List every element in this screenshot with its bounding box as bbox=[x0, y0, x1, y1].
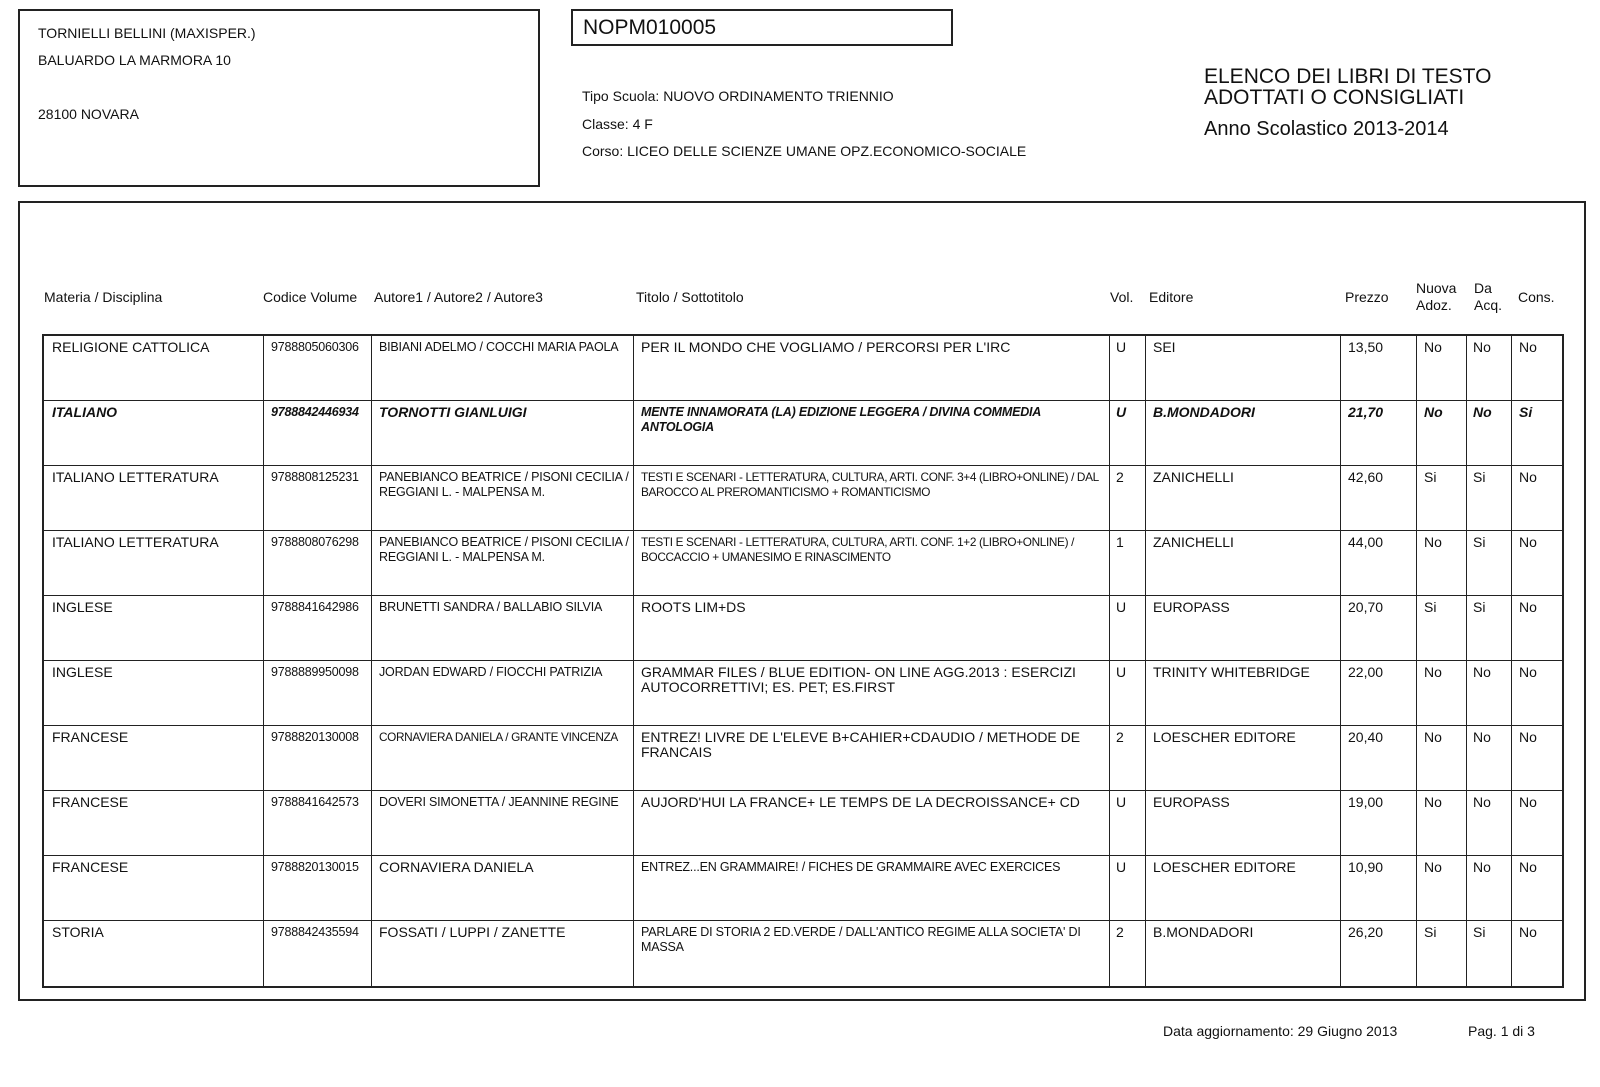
cell-da: No bbox=[1473, 405, 1492, 420]
cell-autori: DOVERI SIMONETTA / JEANNINE REGINE bbox=[379, 795, 619, 809]
cell-editore: B.MONDADORI bbox=[1153, 405, 1255, 420]
cell-autori: JORDAN EDWARD / FIOCCHI PATRIZIA bbox=[379, 665, 603, 679]
cell-materia: FRANCESE bbox=[52, 795, 129, 810]
cell-nuova: Si bbox=[1424, 470, 1437, 485]
cell-materia: RELIGIONE CATTOLICA bbox=[52, 340, 210, 355]
cell-editore: ZANICHELLI bbox=[1153, 535, 1234, 550]
cell-codice: 9788808076298 bbox=[271, 535, 359, 549]
cell-da: Si bbox=[1473, 600, 1486, 615]
cell-vol: U bbox=[1116, 795, 1127, 810]
cell-codice: 9788805060306 bbox=[271, 340, 359, 354]
cell-nuova: No bbox=[1424, 405, 1443, 420]
cell-prezzo: 21,70 bbox=[1348, 405, 1384, 420]
cell-titolo: ROOTS LIM+DS bbox=[641, 600, 746, 615]
cell-prezzo: 10,90 bbox=[1348, 860, 1384, 875]
header-editore: Editore bbox=[1149, 289, 1194, 305]
column-divider bbox=[371, 336, 372, 986]
cell-cons: No bbox=[1519, 730, 1537, 745]
header-autori: Autore1 / Autore2 / Autore3 bbox=[374, 289, 543, 305]
cell-codice: 9788820130008 bbox=[271, 730, 359, 744]
cell-materia: ITALIANO LETTERATURA bbox=[52, 535, 219, 550]
cell-da: Si bbox=[1473, 535, 1486, 550]
cell-autori: TORNOTTI GIANLUIGI bbox=[379, 405, 527, 420]
cell-autori: CORNAVIERA DANIELA bbox=[379, 860, 534, 875]
column-divider bbox=[263, 336, 264, 986]
cell-vol: 1 bbox=[1116, 535, 1124, 550]
column-divider bbox=[1466, 336, 1467, 986]
cell-da: No bbox=[1473, 665, 1491, 680]
header-da-line1: Da bbox=[1474, 280, 1492, 296]
cell-vol: 2 bbox=[1116, 925, 1124, 940]
school-name: TORNIELLI BELLINI (MAXISPER.) bbox=[38, 25, 256, 41]
header-nuova-adoz bbox=[1416, 280, 1456, 314]
cell-titolo: TESTI E SCENARI - LETTERATURA, CULTURA, ARTI. CONF. 1+2 (LIBRO+ONLINE) / BOCCACCIO + UMANESIMO E RINASCIMENTO bbox=[641, 535, 1075, 564]
cell-codice: 9788842446934 bbox=[271, 405, 359, 419]
cell-prezzo: 13,50 bbox=[1348, 340, 1384, 355]
row-divider bbox=[44, 660, 1562, 661]
cell-vol: 2 bbox=[1116, 730, 1124, 745]
cell-editore: B.MONDADORI bbox=[1153, 925, 1254, 940]
school-city: 28100 NOVARA bbox=[38, 106, 139, 122]
column-divider bbox=[1511, 336, 1512, 986]
cell-nuova: No bbox=[1424, 340, 1442, 355]
row-divider bbox=[44, 400, 1562, 401]
cell-materia: INGLESE bbox=[52, 600, 113, 615]
cell-materia: FRANCESE bbox=[52, 730, 129, 745]
cell-da: No bbox=[1473, 730, 1491, 745]
cell-da: Si bbox=[1473, 925, 1486, 940]
cell-vol: U bbox=[1116, 405, 1127, 420]
document-title bbox=[1204, 66, 1491, 108]
column-divider bbox=[1340, 336, 1341, 986]
header-codice: Codice Volume bbox=[263, 289, 358, 305]
cell-prezzo: 42,60 bbox=[1348, 470, 1384, 485]
cell-vol: U bbox=[1116, 600, 1127, 615]
row-divider bbox=[44, 595, 1562, 596]
cell-autori: PANEBIANCO BEATRICE / PISONI CECILIA / REGGIANI L. - MALPENSA M. bbox=[379, 535, 629, 564]
cell-autori: BIBIANI ADELMO / COCCHI MARIA PAOLA bbox=[379, 340, 619, 354]
cell-autori: CORNAVIERA DANIELA / GRANTE VINCENZA bbox=[379, 730, 618, 744]
title-line-2: ADOTTATI O CONSIGLIATI bbox=[1204, 86, 1465, 109]
cell-titolo: ENTREZ...EN GRAMMAIRE! / FICHES DE GRAMMAIRE AVEC EXERCICES bbox=[641, 860, 1061, 874]
column-divider bbox=[633, 336, 634, 986]
header-nuova-line2: Adoz. bbox=[1416, 297, 1452, 313]
cell-vol: 2 bbox=[1116, 470, 1124, 485]
row-divider bbox=[44, 530, 1562, 531]
cell-editore: SEI bbox=[1153, 340, 1176, 355]
row-divider bbox=[44, 725, 1562, 726]
cell-nuova: No bbox=[1424, 730, 1442, 745]
column-divider bbox=[1109, 336, 1110, 986]
cell-vol: U bbox=[1116, 665, 1127, 680]
cell-titolo: TESTI E SCENARI - LETTERATURA, CULTURA, ARTI. CONF. 3+4 (LIBRO+ONLINE) / DAL BAROCCO AL PREROMANTICISMO + ROMANTICISMO bbox=[641, 470, 1099, 499]
cell-codice: 9788841642986 bbox=[271, 600, 359, 614]
cell-titolo: ENTREZ! LIVRE DE L'ELEVE B+CAHIER+CDAUDIO / METHODE DE FRANCAIS bbox=[641, 730, 1081, 760]
cell-titolo: GRAMMAR FILES / BLUE EDITION- ON LINE AGG.2013 : ESERCIZI AUTOCORRETTIVI; ES. PET; ES.FIRST bbox=[641, 665, 1076, 695]
page-number: Pag. 1 di 3 bbox=[1468, 1023, 1535, 1039]
cell-prezzo: 19,00 bbox=[1348, 795, 1384, 810]
row-divider bbox=[44, 855, 1562, 856]
cell-da: Si bbox=[1473, 470, 1486, 485]
cell-da: No bbox=[1473, 860, 1491, 875]
cell-autori: BRUNETTI SANDRA / BALLABIO SILVIA bbox=[379, 600, 603, 614]
cell-cons: No bbox=[1519, 470, 1537, 485]
cell-titolo: MENTE INNAMORATA (LA) EDIZIONE LEGGERA / DIVINA COMMEDIA ANTOLOGIA bbox=[641, 405, 1041, 434]
header-nuova-line1: Nuova bbox=[1416, 280, 1457, 296]
cell-prezzo: 26,20 bbox=[1348, 925, 1384, 940]
cell-titolo: PARLARE DI STORIA 2 ED.VERDE / DALL'ANTICO REGIME ALLA SOCIETA' DI MASSA bbox=[641, 925, 1081, 954]
school-address: BALUARDO LA MARMORA 10 bbox=[38, 52, 231, 68]
cell-cons: No bbox=[1519, 795, 1537, 810]
cell-nuova: No bbox=[1424, 860, 1442, 875]
cell-codice: 9788841642573 bbox=[271, 795, 359, 809]
cell-cons: No bbox=[1519, 535, 1537, 550]
row-divider bbox=[44, 790, 1562, 791]
cell-editore: LOESCHER EDITORE bbox=[1153, 730, 1296, 745]
header-da-line2: Acq. bbox=[1474, 297, 1503, 313]
row-divider bbox=[44, 465, 1562, 466]
cell-nuova: No bbox=[1424, 795, 1442, 810]
cell-nuova: No bbox=[1424, 665, 1442, 680]
cell-prezzo: 20,40 bbox=[1348, 730, 1384, 745]
cell-materia: ITALIANO LETTERATURA bbox=[52, 470, 219, 485]
cell-cons: No bbox=[1519, 600, 1537, 615]
cell-prezzo: 44,00 bbox=[1348, 535, 1384, 550]
cell-vol: U bbox=[1116, 860, 1127, 875]
cell-vol: U bbox=[1116, 340, 1127, 355]
tipo-scuola: Tipo Scuola: NUOVO ORDINAMENTO TRIENNIO bbox=[582, 88, 894, 104]
cell-cons: Si bbox=[1519, 405, 1533, 420]
cell-titolo: AUJORD'HUI LA FRANCE+ LE TEMPS DE LA DECROISSANCE+ CD bbox=[641, 795, 1080, 810]
cell-cons: No bbox=[1519, 925, 1537, 940]
cell-editore: EUROPASS bbox=[1153, 795, 1230, 810]
cell-materia: ITALIANO bbox=[52, 405, 118, 420]
header-cons: Cons. bbox=[1518, 289, 1555, 305]
cell-editore: ZANICHELLI bbox=[1153, 470, 1234, 485]
cell-materia: INGLESE bbox=[52, 665, 113, 680]
header-materia: Materia / Disciplina bbox=[44, 289, 163, 305]
cell-editore: TRINITY WHITEBRIDGE bbox=[1153, 665, 1310, 680]
classe: Classe: 4 F bbox=[582, 116, 653, 132]
row-divider bbox=[44, 920, 1562, 921]
school-address-box bbox=[18, 9, 540, 187]
cell-cons: No bbox=[1519, 860, 1537, 875]
cell-titolo: PER IL MONDO CHE VOGLIAMO / PERCORSI PER L'IRC bbox=[641, 340, 1011, 355]
cell-materia: STORIA bbox=[52, 925, 104, 940]
cell-codice: 9788820130015 bbox=[271, 860, 359, 874]
cell-da: No bbox=[1473, 340, 1491, 355]
update-date: Data aggiornamento: 29 Giugno 2013 bbox=[1163, 1023, 1398, 1039]
cell-da: No bbox=[1473, 795, 1491, 810]
cell-cons: No bbox=[1519, 665, 1537, 680]
corso: Corso: LICEO DELLE SCIENZE UMANE OPZ.ECONOMICO-SOCIALE bbox=[582, 143, 1027, 159]
column-divider bbox=[1145, 336, 1146, 986]
cell-autori: PANEBIANCO BEATRICE / PISONI CECILIA / REGGIANI L. - MALPENSA M. bbox=[379, 470, 629, 499]
header-vol: Vol. bbox=[1110, 289, 1134, 305]
cell-codice: 9788808125231 bbox=[271, 470, 359, 484]
header-titolo: Titolo / Sottotitolo bbox=[636, 289, 744, 305]
cell-autori: FOSSATI / LUPPI / ZANETTE bbox=[379, 925, 566, 940]
cell-prezzo: 20,70 bbox=[1348, 600, 1384, 615]
cell-cons: No bbox=[1519, 340, 1537, 355]
cell-prezzo: 22,00 bbox=[1348, 665, 1384, 680]
cell-nuova: No bbox=[1424, 535, 1442, 550]
header-prezzo: Prezzo bbox=[1345, 289, 1389, 305]
cell-nuova: Si bbox=[1424, 925, 1437, 940]
school-year: Anno Scolastico 2013-2014 bbox=[1204, 118, 1449, 140]
cell-materia: FRANCESE bbox=[52, 860, 129, 875]
title-line-1: ELENCO DEI LIBRI DI TESTO bbox=[1204, 65, 1492, 88]
cell-nuova: Si bbox=[1424, 600, 1437, 615]
column-divider bbox=[1416, 336, 1417, 986]
header-da-acq bbox=[1474, 280, 1502, 314]
cell-codice: 9788842435594 bbox=[271, 925, 359, 939]
book-table bbox=[42, 334, 1564, 988]
cell-codice: 9788889950098 bbox=[271, 665, 359, 679]
cell-editore: LOESCHER EDITORE bbox=[1153, 860, 1296, 875]
cell-editore: EUROPASS bbox=[1153, 600, 1230, 615]
school-code-box: NOPM010005 bbox=[571, 9, 953, 46]
